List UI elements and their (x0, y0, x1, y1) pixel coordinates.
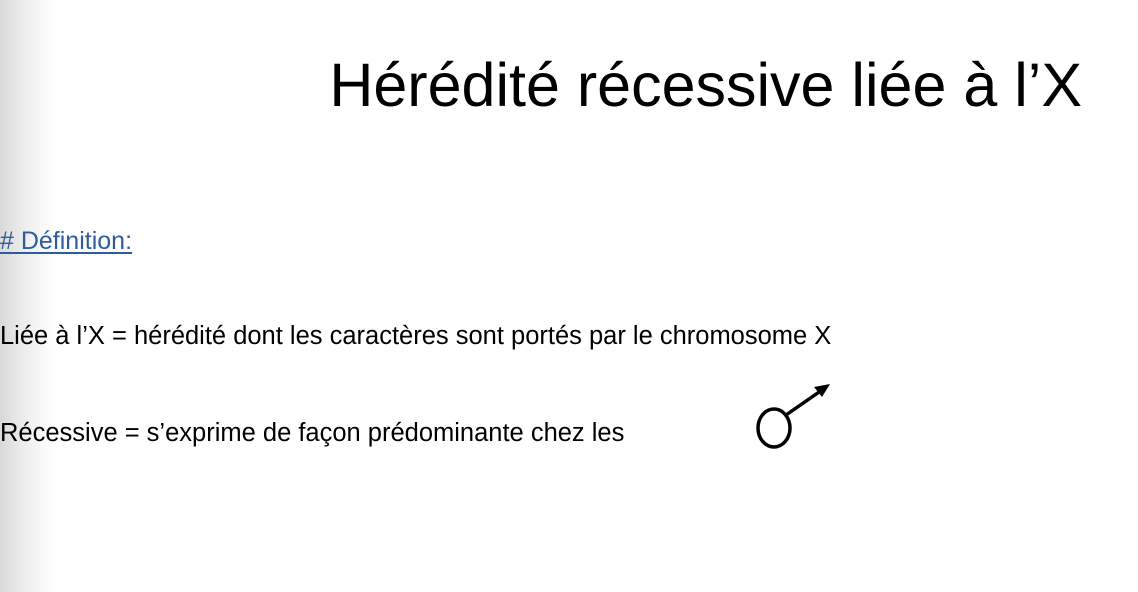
definition-line-x-linked: Liée à l’X = hérédité dont les caractères sont portés par le chromosome X (0, 322, 832, 350)
slide-title: Hérédité récessive liée à l’X (329, 51, 1082, 119)
definition-heading: # Définition: (0, 227, 133, 255)
male-symbol-icon (752, 378, 836, 458)
left-edge-shadow (0, 0, 55, 592)
definition-line-recessive: Récessive = s’exprime de façon prédominante chez les (0, 419, 625, 447)
